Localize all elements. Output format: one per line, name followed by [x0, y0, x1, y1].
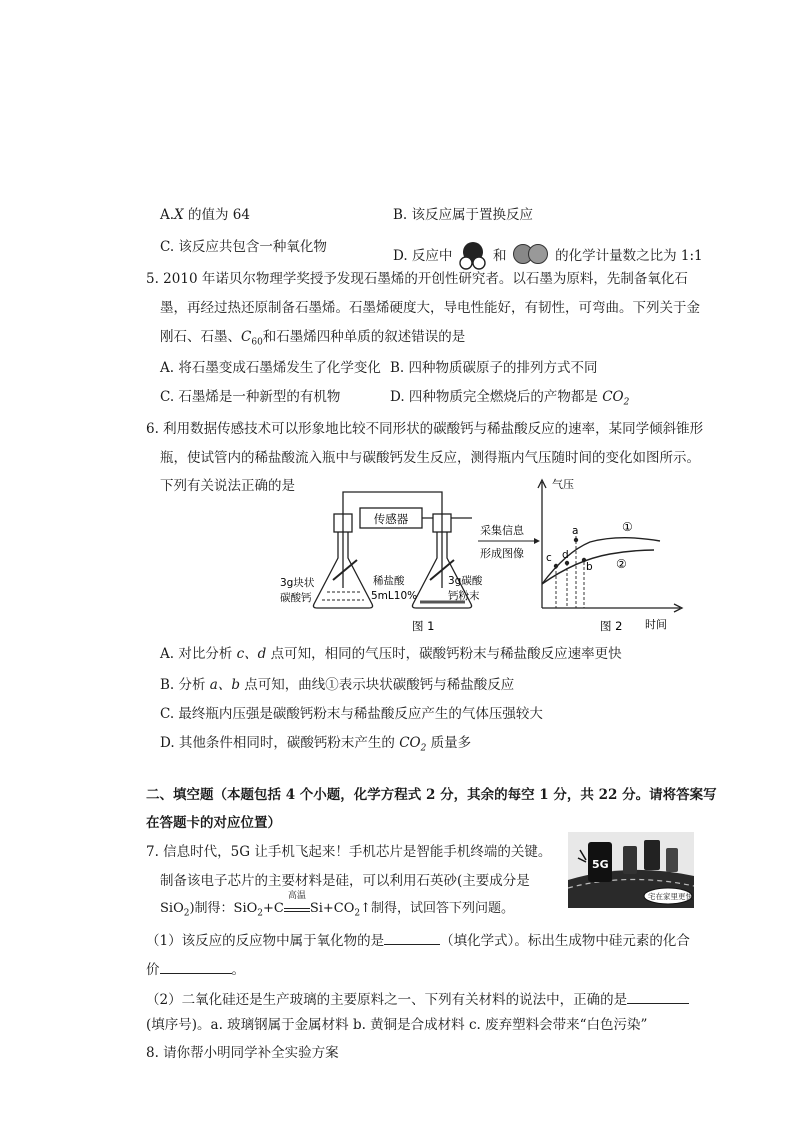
curve-2 [542, 550, 654, 584]
q5-option-a: A. 将石墨变成石墨烯发生了化学变化 [160, 360, 381, 376]
q6-line-1: 6. 利用数据传感技术可以形象地比较不同形状的碳酸钙与稀盐酸反应的速率，某同学倾斜锥形 [146, 421, 704, 437]
q8-line-1: 8. 请你帮小明同学补全实验方案 [146, 1045, 339, 1061]
y-axis-label: 气压 [552, 478, 574, 491]
section-2-heading-2: 在答题卡的对应位置） [146, 815, 281, 831]
answer-blank-3[interactable] [627, 991, 689, 1004]
q5-line-3: 刚石、石墨、$C_{60}$和石墨烯四种单质的叙述错误的是 [160, 329, 466, 348]
q6-line-2: 瓶，使试管内的稀盐酸流入瓶中与碳酸钙发生反应，测得瓶内气压随时间的变化如图所示。 [160, 450, 700, 466]
q5-option-b: B. 四种物质碳原子的排列方式不同 [390, 360, 598, 376]
q7-line-1: 7. 信息时代，5G 让手机飞起来！手机芯片是智能手机终端的关键。 [146, 844, 552, 860]
molecule-gray-icon [511, 243, 551, 265]
q4-option-a: A.X 的值为 64 [160, 207, 250, 223]
acid-label-1: 稀盐酸 [373, 575, 405, 587]
point-a-label: a [572, 525, 579, 537]
q6-line-3: 下列有关说法正确的是 [160, 478, 295, 494]
q4-option-d: D. 反应中 和 的化学计量数之比为 1:1 [393, 241, 703, 271]
q6-option-b: B. 分析 a、b 点可知，曲线①表示块状碳酸钙与稀盐酸反应 [160, 677, 515, 693]
acid-label-2: 5mL10% [371, 590, 418, 602]
point-d [565, 561, 569, 565]
sensor-label: 传感器 [373, 512, 409, 526]
q5-line-1: 5. 2010 年诺贝尔物理学奖授予发现石墨烯的开创性研究者。以石墨为原料，先制备氧化石 [146, 271, 688, 287]
curve-1-label: ① [622, 520, 633, 534]
q7-part-2-cont: (填序号)。a. 玻璃钢属于金属材料 b. 黄铜是合成材料 c. 废弃塑料会带来“白色污染” [146, 1017, 648, 1033]
point-c-label: c [546, 552, 552, 564]
point-d-label: d [562, 549, 569, 561]
q6-option-a: A. 对比分析 c、d 点可知，相同的气压时，碳酸钙粉末与稀盐酸反应速率更快 [160, 646, 622, 662]
q4-option-b: B. 该反应属于置换反应 [393, 207, 534, 223]
right-flask-label-2: 钙粉末 [448, 590, 480, 602]
point-b-label: b [586, 561, 593, 573]
section-2-heading-1: 二、填空题（本题包括 4 个小题，化学方程式 2 分，其余的每空 1 分，共 22 分。请将答案写 [146, 787, 717, 803]
q7-part-2: （2）二氧化硅还是生产玻璃的主要原料之一、下列有关材料的说法中，正确的是 [146, 991, 689, 1008]
5g-phone-image [568, 832, 694, 908]
q7-part-1: （1）该反应的反应物中属于氧化物的是 （填化学式）。标出生成物中硅元素的化合 [146, 933, 690, 949]
graph-axes [538, 480, 682, 612]
5g-label: 5G [592, 858, 609, 871]
figure-1-caption: 图 1 [412, 619, 435, 633]
q6-option-d: D. 其他条件相同时，碳酸钙粉末产生的 $CO_2$ 质量多 [160, 735, 472, 754]
left-flask-label-1: 3g块状 [280, 577, 315, 589]
left-flask-label-2: 碳酸钙 [280, 592, 312, 604]
x-axis-label: 时间 [645, 618, 667, 631]
q5-line-2: 墨，再经过热还原制备石墨烯。石墨烯硬度大，导电性能好，有韧性，可弯曲。下列关于金 [160, 300, 700, 316]
point-c [554, 564, 558, 568]
5g-caption: 宅在家里更快 [648, 892, 693, 901]
q7-part-1-cont: 价 。 [146, 962, 245, 978]
q5-option-d: D. 四种物质完全燃烧后的产物都是 $CO_2$ [390, 389, 630, 408]
q6-option-c: C. 最终瓶内压强是碳酸钙粉末与稀盐酸反应产生的气体压强较大 [160, 706, 543, 722]
point-a [574, 538, 578, 542]
answer-blank-2[interactable] [160, 961, 232, 974]
collect-label-1: 采集信息 [480, 524, 524, 537]
q6-figure [270, 468, 700, 644]
collect-label-2: 形成图像 [480, 547, 524, 560]
answer-blank-1[interactable] [384, 932, 440, 945]
curve-1 [542, 538, 660, 584]
q7-equation: SiO$_2$)制得：SiO$_2$+C 高温 $Si+CO_2↑$制得，试回答下列问题。 [160, 891, 515, 919]
curve-2-label: ② [616, 557, 627, 571]
figure-2-caption: 图 2 [600, 619, 623, 633]
right-flask-label-1: 3g碳酸 [448, 575, 483, 587]
q4-option-c: C. 该反应共包含一种氧化物 [160, 239, 327, 255]
q7-line-2: 制备该电子芯片的主要材料是硅，可以利用石英砂(主要成分是 [160, 873, 530, 889]
eq-condition: 高温 [287, 891, 306, 901]
q5-option-c: C. 石墨烯是一种新型的有机物 [160, 389, 341, 405]
molecule-dark-icon [457, 241, 489, 271]
